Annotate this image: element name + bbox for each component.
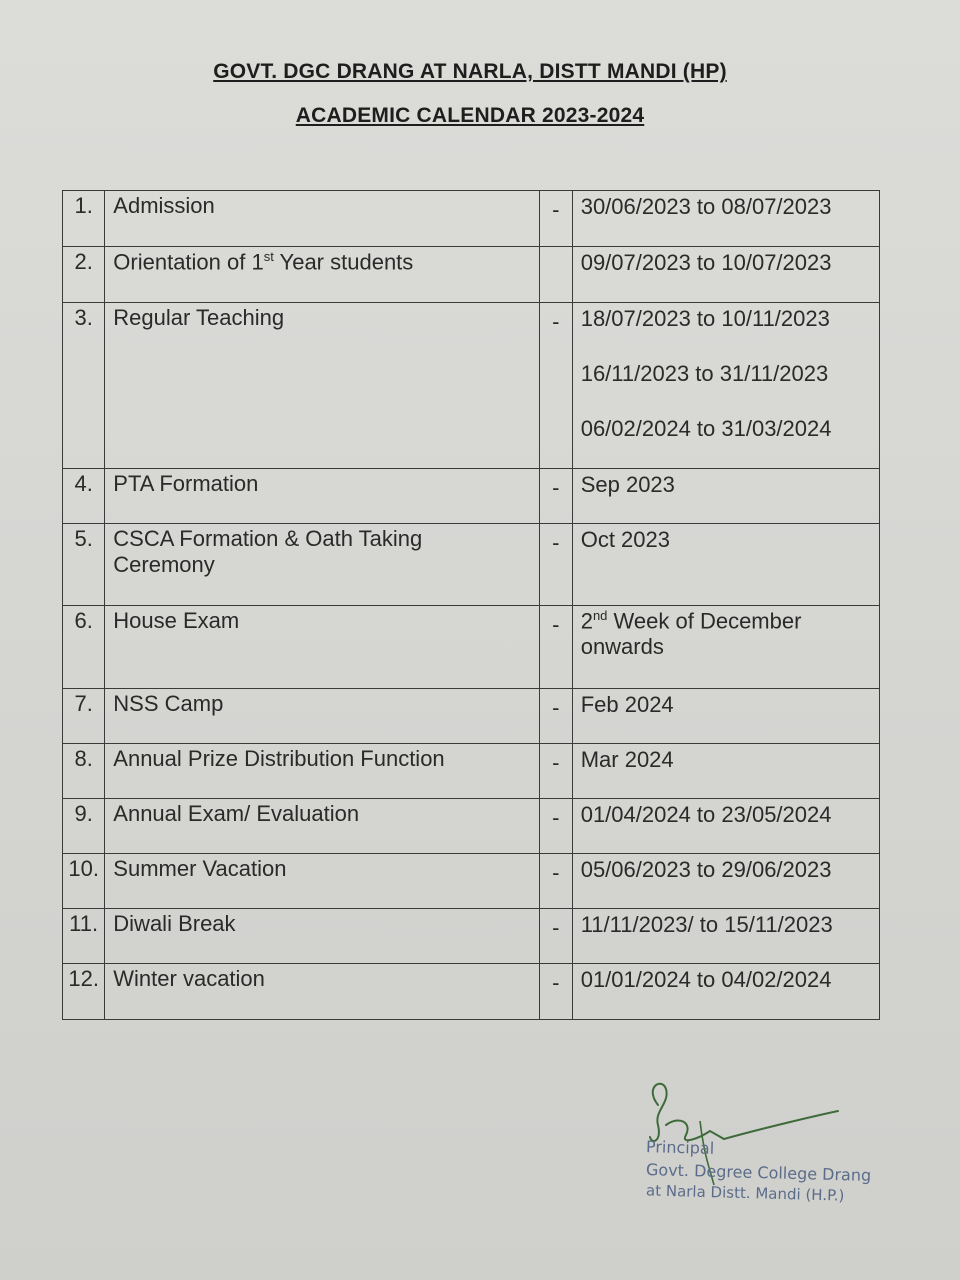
table-row xyxy=(63,524,880,606)
table-row xyxy=(63,854,880,909)
college-name-stamp: Govt. Degree College Drang xyxy=(645,1160,872,1185)
table-row xyxy=(63,964,880,1020)
activity-cell: Annual Prize Distribution Function xyxy=(105,744,540,799)
separator-cell: - xyxy=(539,191,572,247)
separator-cell xyxy=(539,247,572,303)
table-row xyxy=(63,744,880,799)
activity-cell: Regular Teaching xyxy=(105,303,540,469)
row-number: 2. xyxy=(63,247,105,303)
separator-cell: - xyxy=(539,799,572,854)
date-cell: 05/06/2023 to 29/06/2023 xyxy=(572,854,879,909)
activity-cell: Annual Exam/ Evaluation xyxy=(105,799,540,854)
row-number: 1. xyxy=(63,191,105,247)
signatory-title: Principal xyxy=(645,1137,715,1158)
date-cell: Oct 2023 xyxy=(572,524,879,606)
date-cell: 18/07/2023 to 10/11/2023 16/11/2023 to 31/11/2023 06/02/2024 to 31/03/2024 xyxy=(572,303,879,469)
separator-cell: - xyxy=(539,469,572,524)
separator-cell: - xyxy=(539,854,572,909)
college-address-stamp: at Narla Distt. Mandi (H.P.) xyxy=(645,1181,845,1205)
date-cell: Sep 2023 xyxy=(572,469,879,524)
row-number: 11. xyxy=(63,909,105,964)
date-cell: 11/11/2023/ to 15/11/2023 xyxy=(572,909,879,964)
separator-cell: - xyxy=(539,303,572,469)
activity-cell: House Exam xyxy=(105,606,540,689)
row-number: 4. xyxy=(63,469,105,524)
activity-cell: Diwali Break xyxy=(105,909,540,964)
row-number: 6. xyxy=(63,606,105,689)
date-cell: 01/01/2024 to 04/02/2024 xyxy=(572,964,879,1020)
table-row xyxy=(63,909,880,964)
table-row xyxy=(63,689,880,744)
table-row xyxy=(63,799,880,854)
row-number: 8. xyxy=(63,744,105,799)
row-number: 5. xyxy=(63,524,105,606)
row-number: 9. xyxy=(63,799,105,854)
activity-cell: NSS Camp xyxy=(105,689,540,744)
table-row xyxy=(63,303,880,469)
activity-cell: CSCA Formation & Oath Taking Ceremony xyxy=(105,524,540,606)
table-row xyxy=(63,247,880,303)
row-number: 3. xyxy=(63,303,105,469)
academic-calendar-table xyxy=(62,190,880,1020)
row-number: 10. xyxy=(63,854,105,909)
date-cell: 30/06/2023 to 08/07/2023 xyxy=(572,191,879,247)
activity-cell: Orientation of 1st Year students xyxy=(105,247,540,303)
table-row xyxy=(63,606,880,689)
table-row xyxy=(63,191,880,247)
separator-cell: - xyxy=(539,524,572,606)
activity-cell: Winter vacation xyxy=(105,964,540,1020)
date-cell: 09/07/2023 to 10/07/2023 xyxy=(572,247,879,303)
date-cell: Mar 2024 xyxy=(572,744,879,799)
separator-cell: - xyxy=(539,744,572,799)
date-cell: 2nd Week of December onwards xyxy=(572,606,879,689)
date-cell: 01/04/2024 to 23/05/2024 xyxy=(572,799,879,854)
row-number: 12. xyxy=(63,964,105,1020)
institution-title: GOVT. DGC DRANG AT NARLA, DISTT MANDI (HP) xyxy=(213,60,727,83)
date-cell: Feb 2024 xyxy=(572,689,879,744)
separator-cell: - xyxy=(539,964,572,1020)
separator-cell: - xyxy=(539,606,572,689)
activity-cell: Admission xyxy=(105,191,540,247)
table-row xyxy=(63,469,880,524)
separator-cell: - xyxy=(539,689,572,744)
activity-cell: Summer Vacation xyxy=(105,854,540,909)
activity-cell: PTA Formation xyxy=(105,469,540,524)
row-number: 7. xyxy=(63,689,105,744)
calendar-title: ACADEMIC CALENDAR 2023-2024 xyxy=(295,104,645,127)
separator-cell: - xyxy=(539,909,572,964)
